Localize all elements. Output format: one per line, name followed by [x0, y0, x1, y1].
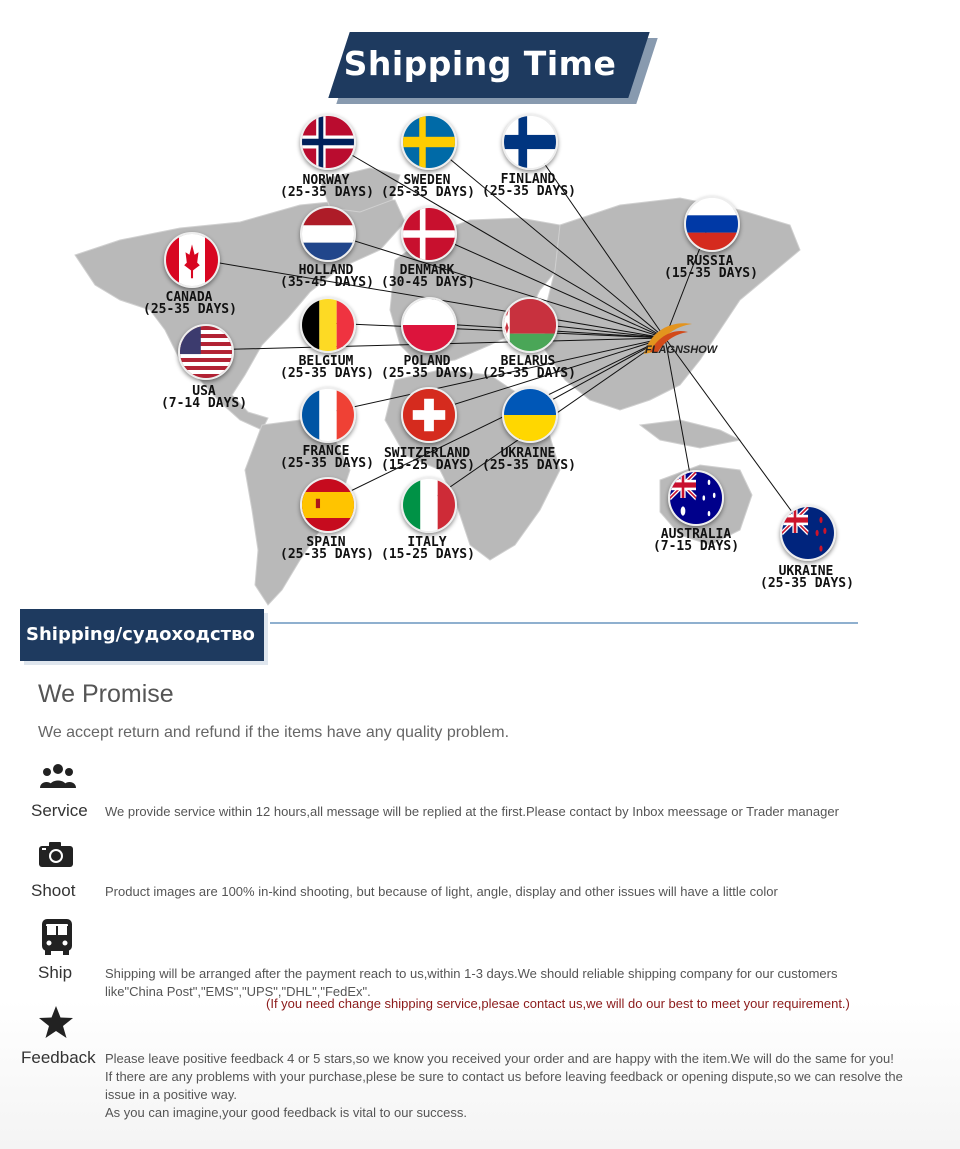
country-label-spain: SPAIN (25-35 DAYS) — [280, 535, 374, 562]
camera-icon — [38, 840, 74, 868]
feedback-text: Please leave positive feedback 4 or 5 stars,so we know you received your order and are happy with the item.We will do the same for you! If there are any problems with your purchase,plese be sure to contact us before leaving feedback or opening dispute,so we can resolve the issue in a positive way. As you can imagine,your good feedback is vital to our success. — [105, 1051, 903, 1120]
poland-flag-icon — [401, 297, 457, 353]
denmark-flag-icon — [401, 206, 457, 262]
sweden-flag-icon — [401, 114, 457, 170]
norway-flag-icon — [300, 114, 356, 170]
banner-title: Shipping Time — [343, 44, 617, 83]
france-flag-icon — [300, 387, 356, 443]
country-label-norway: NORWAY (25-35 DAYS) — [280, 173, 374, 200]
country-label-russia: RUSSIA (15-35 DAYS) — [664, 254, 758, 281]
country-label-belarus: BELARUS (25-35 DAYS) — [482, 354, 576, 381]
section-title: Shipping/судоходство — [26, 624, 255, 645]
canada-flag-icon — [164, 232, 220, 288]
shipping-time-banner — [325, 32, 635, 102]
promise-title: We Promise — [38, 680, 174, 708]
bus-icon — [40, 918, 74, 956]
ship-text: Shipping will be arranged after the payment reach to us,within 1-3 days.We should reliable shipping company for our customers like"China Post","EMS","UPS","DHL","FedEx". — [105, 966, 838, 999]
shoot-text: Product images are 100% in-kind shooting, but because of light, angle, display and other issues will have a little color — [105, 884, 778, 899]
people-icon — [38, 762, 78, 790]
country-label-finland: FINLAND (25-35 DAYS) — [482, 172, 576, 199]
russia-flag-icon — [684, 196, 740, 252]
shoot-label: Shoot — [31, 881, 76, 900]
holland-flag-icon — [300, 206, 356, 262]
indonesia-landmass — [640, 420, 740, 448]
service-label: Service — [31, 801, 88, 820]
country-label-holland: HOLLAND (35-45 DAYS) — [280, 263, 374, 290]
finland-flag-icon — [502, 114, 558, 170]
switzerland-flag-icon — [401, 387, 457, 443]
promise-subtitle: We accept return and refund if the items have any quality problem. — [38, 724, 510, 741]
country-label-australia: AUSTRALIA (7-15 DAYS) — [652, 527, 740, 554]
ukraine-flag-icon — [502, 387, 558, 443]
section-divider — [270, 622, 858, 624]
italy-flag-icon — [401, 477, 457, 533]
belarus-flag-icon — [502, 297, 558, 353]
hub-label: FLAGNSHOW — [645, 344, 718, 356]
country-label-poland: POLAND (25-35 DAYS) — [381, 354, 475, 381]
country-label-sweden: SWEDEN (25-35 DAYS) — [381, 173, 475, 200]
country-label-belgium: BELGIUM (25-35 DAYS) — [280, 354, 374, 381]
country-label-switzerland: SWITZERLAND (15-25 DAYS) — [381, 446, 475, 473]
country-label-canada: CANADA (25-35 DAYS) — [143, 290, 237, 317]
service-text: We provide service within 12 hours,all message will be replied at the first.Please contact by Inbox meessage or Trader manager — [105, 804, 839, 819]
shipping-change-note: (If you need change shipping service,plesae contact us,we will do our best to meet your requirement.) — [266, 996, 850, 1011]
country-label-newzealand: UKRAINE (25-35 DAYS) — [760, 564, 854, 591]
spain-flag-icon — [300, 477, 356, 533]
star-icon — [38, 1005, 74, 1039]
feedback-label: Feedback — [21, 1048, 96, 1067]
country-label-denmark: DENMARK (30-45 DAYS) — [381, 263, 475, 290]
newzealand-flag-icon — [780, 505, 836, 561]
country-label-france: FRANCE (25-35 DAYS) — [280, 444, 374, 471]
belgium-flag-icon — [300, 297, 356, 353]
country-label-ukraine: UKRAINE (25-35 DAYS) — [482, 446, 576, 473]
country-label-italy: ITALY (15-25 DAYS) — [381, 535, 475, 562]
country-label-usa: USA (7-14 DAYS) — [160, 384, 248, 411]
ship-label: Ship — [38, 963, 73, 982]
shipping-section-tab — [20, 609, 264, 661]
usa-flag-icon — [178, 324, 234, 380]
australia-flag-icon — [668, 470, 724, 526]
